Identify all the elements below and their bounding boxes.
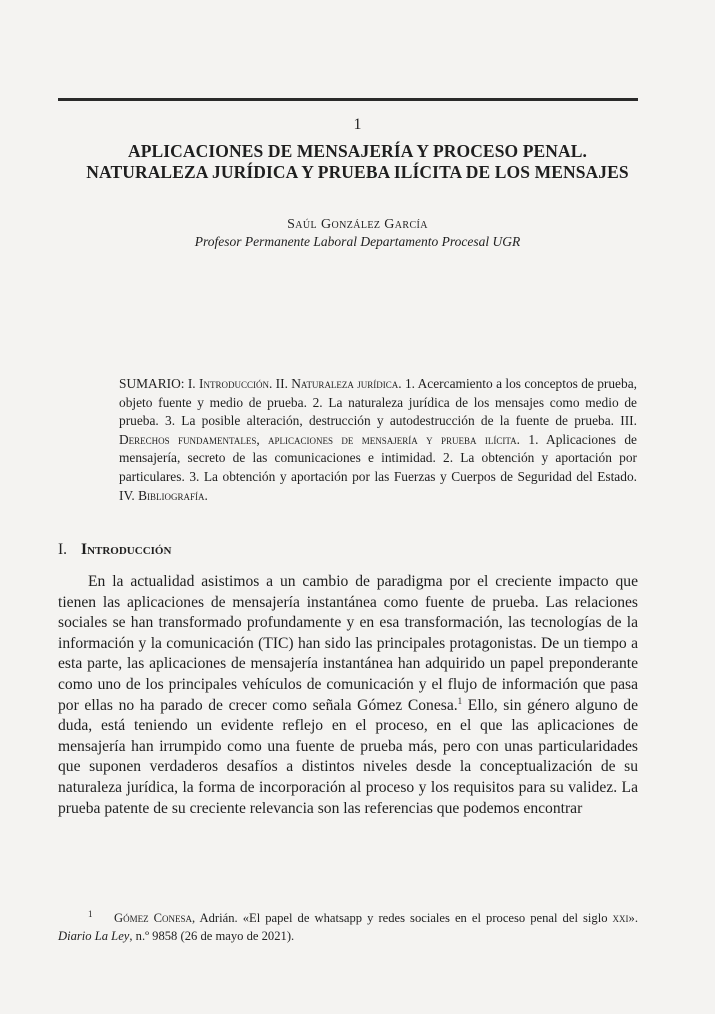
footnote-author: Gómez Conesa [114, 911, 193, 926]
chapter-title-line-2: NATURALEZA JURÍDICA Y PRUEBA ILÍCITA DE LOS MENSAJES [86, 162, 629, 182]
footnote-text: , n.º 9858 (26 de mayo de 2021). [129, 929, 295, 944]
chapter-number: 1 [353, 116, 362, 133]
paragraph-text: Ello, sin género alguno de duda, está teniendo un evidente reflejo en el proceso, en el que las aplicaciones de mensajería han irrumpido como una fuente de prueba más, pero con unas particularidades que suponen verdaderos desafíos a distintos niveles desde la conceptualización de su naturaleza jurídica, la forma de incorporación al proceso y los requisitos para su validez. La prueba patente de su creciente relevancia son las referencias que podemos encontrar [58, 696, 638, 817]
author-affiliation: Profesor Permanente Laboral Departamento Procesal UGR [194, 234, 521, 249]
footnote [58, 905, 638, 945]
summary-text: . 1. Acercamiento a los conceptos de prueba, objeto fuente y medio de prueba. 2. La naturaleza jurídica de los mensajes como medio de prueba. 3. La posible alteración, destrucción y autodestrucción de la fuente de prueba. III. [119, 376, 637, 429]
summary-section-title: Introducción [198, 376, 269, 391]
summary [119, 375, 637, 505]
section-heading [58, 541, 171, 559]
summary-text: I. [187, 376, 199, 391]
footnote-journal: Diario La Ley [58, 929, 130, 944]
summary-text: . [204, 487, 208, 503]
summary-section-title: Bibliografía [138, 487, 205, 503]
summary-label: SUMARIO: [119, 376, 188, 391]
summary-text: . II. [268, 376, 292, 391]
footnote-reference[interactable]: 1 [457, 695, 463, 706]
summary-text: . 1. Aplicaciones de mensajería, secreto de las comunicaciones e intimidad. 2. La obtención y aportación por particulares. 3. La obtención y aportación por las Fuerzas y Cuerpos de Seguridad del Estado. IV. [119, 431, 637, 503]
author-name: Saúl González García [287, 217, 428, 232]
chapter-title-line-1: APLICACIONES DE MENSAJERÍA Y PROCESO PENAL. [127, 141, 588, 161]
footnote-text: , Adrián. «El papel de whatsapp y redes sociales en el proceso penal del siglo [192, 911, 613, 926]
footnote-mark: 1 [88, 909, 93, 919]
top-rule [58, 98, 638, 101]
paragraph-text: En la actualidad asistimos a un cambio de paradigma por el creciente impacto que tienen las aplicaciones de mensajería instantánea como fuente de prueba. Las relaciones sociales se han transformado profundamente y en esa transformación, las tecnologías de la información y la comunicación (TIC) han sido las principales protagonistas. De un tiempo a esta parte, las aplicaciones de mensajería instantánea han adquirido un papel preponderante como uno de los principales vehículos de comunicación y el flujo de información que pasa por ellas no ha parado de crecer como señala Gómez Conesa. [58, 573, 638, 714]
summary-section-title: Naturaleza jurídica [291, 376, 399, 391]
chapter-title [40, 141, 675, 183]
section-number: I. [58, 541, 68, 558]
body-paragraph [58, 572, 638, 819]
footnote-century: xxi [612, 911, 629, 926]
summary-section-title: Derechos fundamentales, aplicaciones de mensajería y prueba ilícita [119, 431, 517, 447]
footnote-text: ». [628, 911, 638, 926]
section-title: Introducción [81, 541, 172, 558]
